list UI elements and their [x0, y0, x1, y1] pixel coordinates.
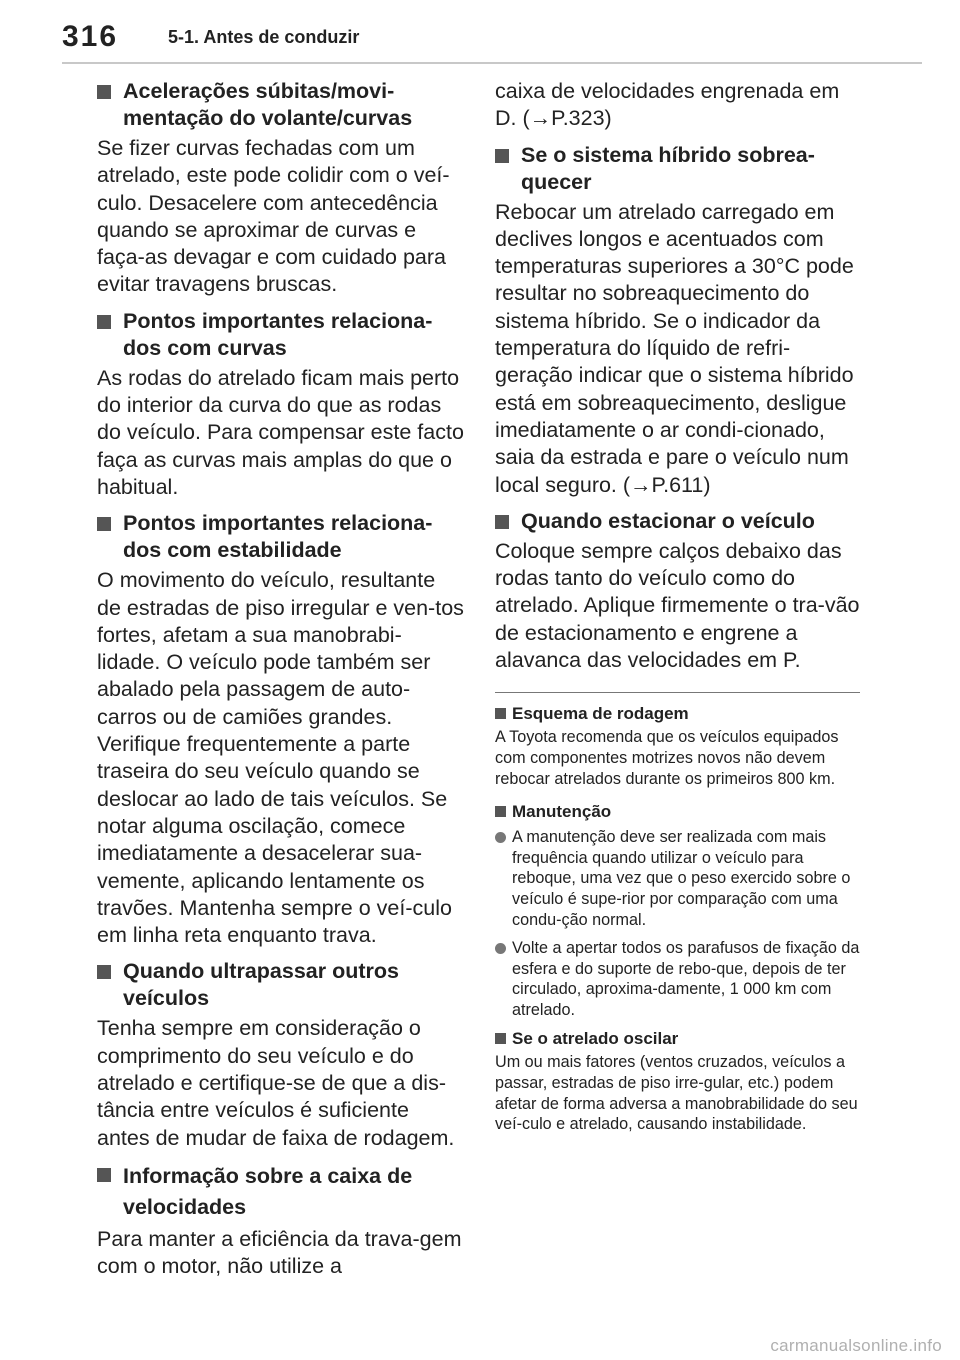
section-curves	[97, 308, 465, 501]
note-maintenance	[495, 801, 865, 1020]
continued-text: caixa de velocidades engrenada em D. (→P.323)	[495, 79, 840, 131]
note-heading: Se o atrelado oscilar	[495, 1028, 865, 1050]
section-overheat	[495, 142, 865, 499]
page-number: 316	[62, 20, 119, 53]
section-heading: Acelerações súbitas/movi-mentação do volante/curvas	[97, 78, 465, 132]
square-bullet-icon	[495, 806, 506, 817]
section-body: Coloque sempre calços debaixo das rodas tanto do veículo como do atrelado. Aplique firmemente o tra-vão de estacionamento e engrene a alavanca das velocidades em P.	[495, 538, 860, 673]
note-body: Um ou mais fatores (ventos cruzados, veículos a passar, estradas de piso irre-gular, etc.) podem afetar de forma adversa a manobrabilidade do seu veí-culo e atrelado, causando instabilidade.	[495, 1053, 858, 1134]
section-body: As rodas do atrelado ficam mais perto do interior da curva do que as rodas do veículo. Para compensar este facto faça as curvas mais amplas do que o habitual.	[97, 365, 464, 499]
section-heading: Pontos importantes relaciona-dos com estabilidade	[97, 510, 465, 564]
square-bullet-icon	[97, 85, 111, 99]
watermark: carmanualsonline.info	[770, 1336, 942, 1355]
square-bullet-icon	[495, 1033, 506, 1044]
section-heading: Se o sistema híbrido sobrea-quecer	[495, 142, 865, 196]
square-bullet-icon	[495, 708, 506, 719]
section-body: Tenha sempre em consideração o comprimento do seu veículo e do atrelado e certifique-se de que a dis-tância entre veículos é suficiente antes de mudar de faixa de rodagem.	[97, 1016, 455, 1150]
section-overtaking	[97, 958, 465, 1151]
section-parking	[495, 508, 865, 674]
list-item: Volte a apertar todos os parafusos de fixação da esfera e do suporte de rebo-que, depois de ter circulado, aproxima-damente, 1 000 km com atrelado.	[495, 938, 865, 1020]
square-bullet-icon	[97, 315, 111, 329]
square-bullet-icon	[97, 965, 111, 979]
list-item: A manutenção deve ser realizada com mais frequência quando utilizar o veículo para reboque, uma vez que o peso exercido sobre o veículo é supe-rior por comparação com uma condu-ção normal.	[495, 827, 865, 930]
section-heading: Quando estacionar o veículo	[495, 508, 865, 535]
section-abrupt-maneuvers	[97, 78, 465, 299]
notes-divider	[495, 692, 860, 693]
section-heading: Informação sobre a caixa de velocidades	[97, 1161, 465, 1223]
note-heading: Manutenção	[495, 801, 865, 823]
note-break-in	[495, 703, 865, 789]
section-body: Rebocar um atrelado carregado em declives longos e acentuados com temperaturas superiores a 30°C pode resultar no sobreaquecimento do sistema híbrido. Se o indicador da temperatura do líquido de refri-geração indicar que o sistema híbrido está em sobreaquecimento, desligue imediatamente o ar condi-cionado, saia da estrada e pare o veículo num local seguro. (→P.611)	[495, 199, 854, 497]
section-body: Para manter a eficiência da trava-gem com o motor, não utilize a	[97, 1226, 462, 1279]
section-heading: Pontos importantes relaciona-dos com curvas	[97, 308, 465, 362]
note-body: A Toyota recomenda que os veículos equipados com componentes motrizes novos não devem rebocar atrelados durante os primeiros 800 km.	[495, 728, 839, 788]
note-heading: Esquema de rodagem	[495, 703, 865, 725]
section-heading: Quando ultrapassar outros veículos	[97, 958, 465, 1012]
section-body: Se fizer curvas fechadas com um atrelado, este pode colidir com o veí-culo. Desacelere com antecedência quando se aproximar de curvas e faça-as devagar e com cuidado para evitar travagens bruscas.	[97, 136, 450, 297]
left-column	[97, 78, 465, 1290]
section-stability	[97, 510, 465, 949]
right-column	[495, 78, 865, 1147]
section-title: 5-1. Antes de conduzir	[168, 27, 360, 47]
section-transmission	[97, 1161, 465, 1281]
note-trailer-sway	[495, 1028, 865, 1134]
square-bullet-icon	[495, 515, 509, 529]
section-body: O movimento do veículo, resultante de estradas de piso irregular e ven-tos fortes, afetam a sua manobrabi-lidade. O veículo pode também ser abalado pela passagem de auto-carros ou de camiões grandes. Verifique frequentemente a parte traseira do seu veículo quando se deslocar ao lado de tais veículos. Se notar alguma oscilação, comece imediatamente a desacelerar sua-vemente, aplicando lentamente os travões. Mantenha sempre o veí-culo em linha reta enquanto trava.	[97, 568, 464, 948]
square-bullet-icon	[495, 149, 509, 163]
square-bullet-icon	[97, 1168, 111, 1182]
page-header	[0, 0, 960, 60]
header-divider	[62, 62, 922, 64]
circle-bullet-icon	[495, 943, 506, 954]
circle-bullet-icon	[495, 832, 506, 843]
square-bullet-icon	[97, 517, 111, 531]
